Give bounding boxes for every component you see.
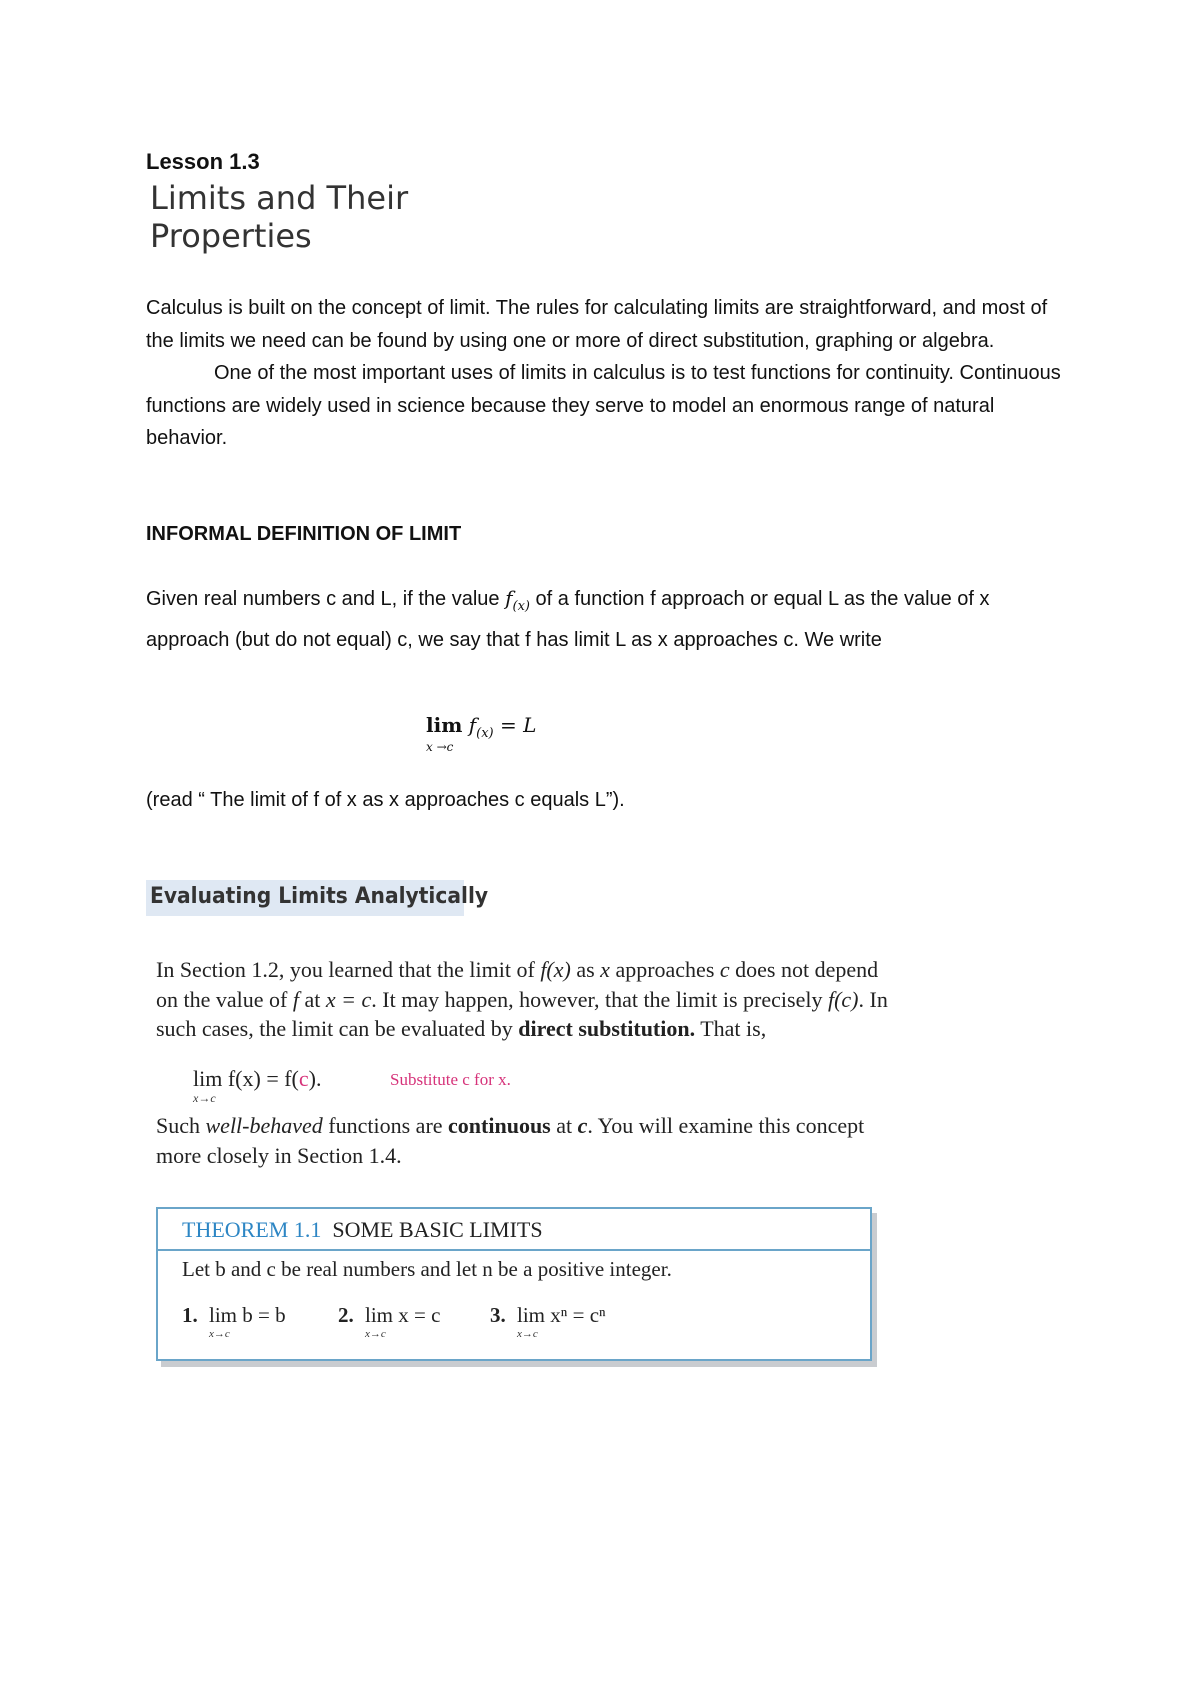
theorem-statement: Let b and c be real numbers and let n be a positive integer. [182,1257,672,1281]
intro-paragraph-2: One of the most important uses of limits in calculus is to test functions for continuity. Continuous functions are widely used in science because they serve to model an enormous range of natural behavior. [146,362,1061,449]
intro-paragraph-1: Calculus is built on the concept of limit. The rules for calculating limits are straightforward, and most of the limits we need can be found by using one or more of direct substitution, graphing or algebra. [146,297,1048,352]
definition-text-1: Given real numbers c and L, if the value [146,588,506,610]
informal-definition-heading: INFORMAL DEFINITION OF LIMIT [146,523,462,545]
equation-end: ). [308,1066,322,1091]
theorem-item-3 [490,1303,606,1328]
theorem-divider [158,1249,870,1251]
definition-text-2: of a function f approach or equal L as the value of x approach (but do not equal) c, we say that f has limit L as x approaches c. We write [146,588,990,651]
italic-well-behaved: well-behaved [205,1113,323,1138]
limit-subscript: x →c [426,740,454,754]
lim-x: (x) [476,726,494,741]
math-fc: f(c) [827,986,859,1012]
item-expression: lim x = c [365,1303,441,1327]
text-run: at [550,1113,578,1138]
theorem-item-2 [338,1303,440,1328]
text-run: That is, [695,1016,767,1041]
math-x: x [600,957,610,982]
evaluating-limits-heading: Evaluating Limits Analytically [150,884,489,909]
page-title [150,179,408,255]
direct-substitution-equation [193,1066,321,1092]
text-run: . It may happen, however, that the limit is precisely [371,986,828,1012]
theorem-item-2-subscript: x→c [365,1328,386,1340]
math-fx: f(x) [540,957,571,982]
item-expression: lim xⁿ = cⁿ [517,1303,606,1327]
lesson-label: Lesson 1.3 [146,149,260,174]
bold-continuous: continuous [448,1113,551,1138]
math-x-equals-c: x = c [325,986,372,1012]
text-run: In Section 1.2, you learned that the limit of [156,957,541,982]
text-run: at [298,986,326,1012]
title-line-1: Limits and Their [150,179,409,217]
theorem-name: SOME BASIC LIMITS [332,1217,543,1242]
theorem-title [182,1217,543,1243]
intro-section [146,292,1076,455]
text-run: approaches [609,957,720,982]
text-run: does not depend on the value of [156,957,879,1012]
theorem-item-3-subscript: x→c [517,1328,538,1340]
title-line-2: Properties [150,217,312,255]
direct-substitution-subscript: x→c [193,1091,216,1105]
bold-c: c [577,1113,588,1138]
item-number: 1. [182,1303,198,1327]
math-c: c [719,957,730,982]
bold-direct-substitution: direct substitution. [518,1016,696,1041]
math-f: f [292,986,299,1012]
equation-c: c [298,1066,309,1091]
lim-rhs: = L [493,713,537,737]
lim-f: f [468,713,477,737]
lim-word: lim [426,713,463,737]
limit-equation [426,713,536,741]
textbook-paragraph-1 [156,955,896,1044]
text-run: as [570,957,601,982]
theorem-item-1 [182,1303,286,1328]
definition-x: (x) [512,599,530,614]
substitute-note: Substitute c for x. [390,1070,511,1089]
definition-paragraph [146,582,1076,656]
text-run: functions are [322,1113,449,1138]
item-number: 2. [338,1303,354,1327]
item-expression: lim b = b [209,1303,286,1327]
item-number: 3. [490,1303,506,1327]
theorem-label: THEOREM 1.1 [182,1217,322,1242]
text-run: . In such cases, the limit can be evaluated by [156,986,888,1041]
read-note: (read “ The limit of f of x as x approaches c equals L”). [146,789,625,811]
text-run: Such [156,1113,206,1138]
equation-text: lim f(x) = f( [193,1066,299,1091]
definition-f: f [505,586,513,610]
text-run: . You will examine this concept more closely in Section 1.4. [156,1113,865,1168]
theorem-item-1-subscript: x→c [209,1328,230,1340]
textbook-paragraph-2 [156,1111,896,1170]
